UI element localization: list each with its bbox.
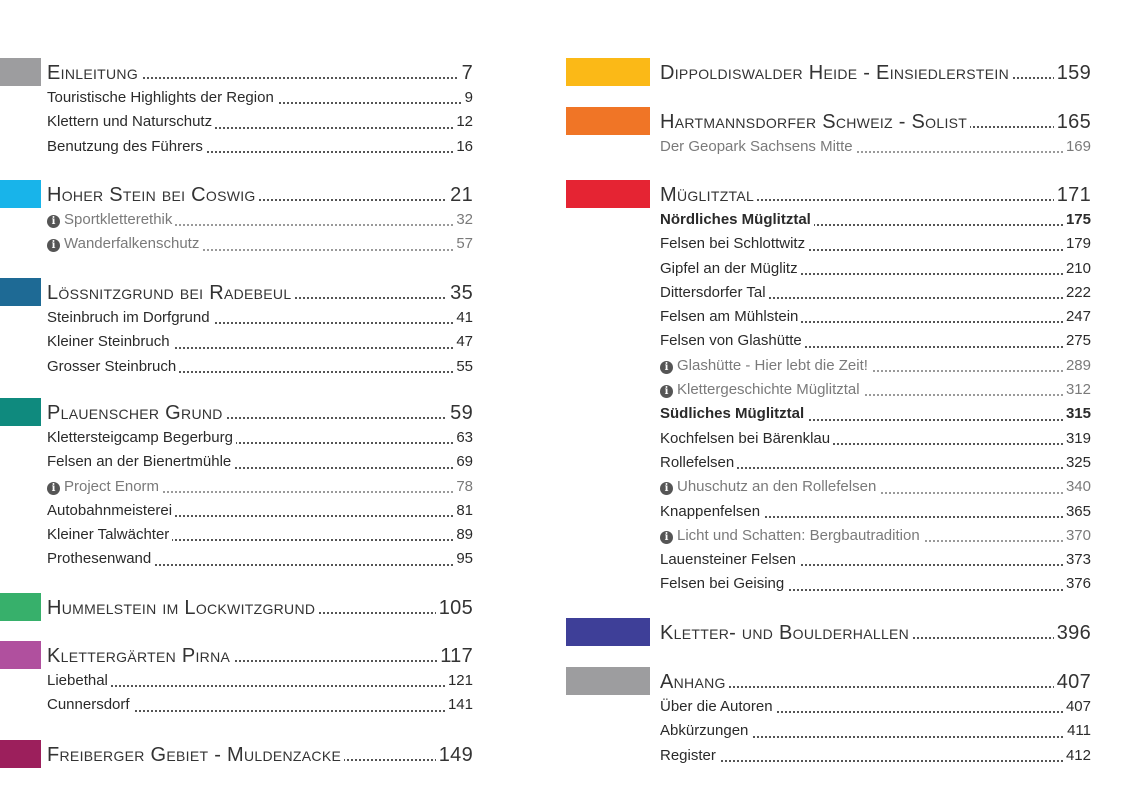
info-icon: i [47, 482, 60, 495]
entry-title [660, 405, 807, 422]
entry-title-text: Lauensteiner Felsen [660, 551, 796, 569]
entry-title [47, 89, 277, 106]
entry-title [47, 184, 259, 206]
chapter-heading-hartmannsdorfer-schweiz-solist[interactable] [660, 107, 1091, 135]
entry-title [660, 381, 863, 398]
entry-title-text: Plauenscher Grund [47, 402, 223, 424]
entry-title-text: Cunnersdorf [47, 696, 130, 714]
toc-entry-prothesenwand[interactable] [47, 547, 473, 571]
toc-entry-wanderfalkenschutz[interactable] [47, 232, 473, 256]
page-number: 9 [462, 86, 473, 110]
page-number: 59 [447, 398, 473, 426]
entry-title-text: Benutzung des Führers [47, 137, 203, 155]
entry-title-text: Steinbruch im Dorfgrund [47, 309, 210, 326]
page-number: 105 [436, 593, 473, 621]
entry-title [660, 111, 970, 133]
entry-title [47, 526, 172, 543]
section-color-swatch [0, 398, 41, 426]
entry-title-text: Knappenfelsen [660, 502, 761, 520]
section-color-swatch [0, 58, 41, 86]
entry-title [660, 430, 833, 447]
page-number: 365 [1063, 500, 1091, 524]
entry-title-text: Autobahnmeisterei [47, 501, 173, 519]
entry-title-text: Abkürzungen [660, 722, 749, 740]
entry-title-text: Klettergeschichte Müglitztal [677, 381, 860, 399]
entry-title [47, 672, 111, 689]
page-number: 81 [453, 499, 473, 523]
entry-title-text: Hartmannsdorfer Schweiz - Solist [660, 111, 968, 133]
page-number: 47 [453, 330, 473, 354]
entry-title-text: Uhuschutz an den Rollefelsen [677, 478, 877, 496]
page-number: 12 [453, 110, 473, 134]
entry-title [47, 550, 154, 567]
entry-title-text: Project Enorm [64, 477, 160, 495]
entry-title [660, 308, 801, 325]
entry-title-text: Liebethal [47, 672, 108, 689]
page-number: 373 [1063, 548, 1091, 572]
entry-title [660, 332, 805, 349]
toc-entry-felsen-am-muhlstein[interactable] [660, 305, 1091, 329]
section-color-swatch [566, 58, 650, 86]
entry-title [47, 453, 234, 470]
entry-title-text: Klettergärten Pirna [47, 645, 231, 667]
page-number: 32 [453, 208, 473, 232]
page-number: 141 [445, 693, 473, 717]
entry-title-text: Anhang [660, 671, 726, 693]
page-number: 7 [459, 58, 473, 86]
entry-title [660, 184, 757, 206]
chapter-heading-dippoldiswalder-heide-einsiedlerstein[interactable] [660, 58, 1091, 86]
entry-title [660, 527, 923, 544]
entry-title-text: Touristische Highlights der Region [47, 89, 274, 106]
toc-entry-autobahnmeisterei[interactable] [47, 499, 473, 523]
entry-title-text: Felsen am Mühlstein [660, 308, 799, 326]
toc-entry-der-geopark-sachsens-mitte[interactable] [660, 135, 1091, 159]
entry-title [47, 402, 226, 424]
chapter-heading-plauenscher-grund[interactable] [47, 398, 473, 426]
entry-title [660, 284, 769, 301]
toc-entry-felsen-von-glashutte[interactable] [660, 329, 1091, 353]
entry-title [660, 551, 799, 568]
page-number: 63 [453, 426, 473, 450]
entry-title [47, 309, 213, 326]
page-number: 407 [1063, 695, 1091, 719]
info-icon: i [660, 361, 673, 374]
toc-entry-register[interactable] [660, 744, 1091, 768]
toc-entry-nordliches-muglitztal[interactable] [660, 208, 1091, 232]
page-number: 275 [1063, 329, 1091, 353]
page-number: 165 [1054, 107, 1091, 135]
toc-entry-felsen-bei-schlottwitz[interactable] [660, 232, 1091, 256]
page-number: 179 [1063, 232, 1091, 256]
page-number: 149 [436, 740, 473, 768]
entry-title [660, 260, 801, 277]
entry-title-text: Klettern und Naturschutz [47, 113, 213, 131]
info-icon: i [47, 215, 60, 228]
chapter-heading-kletter-und-boulderhallen[interactable] [660, 618, 1091, 646]
entry-title [47, 235, 202, 252]
section-color-swatch [0, 180, 41, 208]
entry-title-text: Felsen bei Geising [660, 575, 785, 593]
entry-title-text: Felsen von Glashütte [660, 332, 802, 350]
chapter-heading-hummelstein-im-lockwitzgrund[interactable] [47, 593, 473, 621]
entry-title [47, 282, 294, 304]
entry-title [47, 62, 141, 84]
toc-entry-project-enorm[interactable] [47, 475, 473, 499]
entry-title-text: Klettersteigcamp Begerburg [47, 429, 233, 446]
toc-entry-uhuschutz-an-den-rollefelsen[interactable] [660, 475, 1091, 499]
page-number: 210 [1063, 257, 1091, 281]
entry-title [47, 696, 133, 713]
chapter-heading-freiberger-gebiet-muldenzacke[interactable] [47, 740, 473, 768]
entry-title-text: Hummelstein im Lockwitzgrund [47, 597, 316, 619]
entry-title [660, 503, 763, 520]
entry-title-text: Über die Autoren [660, 698, 773, 715]
entry-title [660, 235, 808, 252]
toc-entry-liebethal[interactable] [47, 669, 473, 693]
section-color-swatch [0, 740, 41, 768]
entry-title-text: Müglitztal [660, 184, 755, 206]
entry-title [47, 333, 173, 350]
chapter-heading-einleitung[interactable] [47, 58, 473, 86]
toc-entry-felsen-bei-geising[interactable] [660, 572, 1091, 596]
entry-title [47, 138, 206, 155]
entry-title-text: Grosser Steinbruch [47, 357, 177, 375]
chapter-heading-anhang[interactable] [660, 667, 1091, 695]
entry-title-text: Dippoldiswalder Heide - Einsiedlerstein [660, 62, 1010, 84]
page-number: 95 [453, 547, 473, 571]
entry-title-text: Einleitung [47, 62, 139, 84]
entry-title-text: Glashütte - Hier lebt die Zeit! [677, 356, 868, 374]
page-number: 411 [1064, 719, 1091, 743]
page-number: 57 [453, 232, 473, 256]
entry-title [47, 478, 162, 495]
page-number: 312 [1063, 378, 1091, 402]
entry-title [47, 502, 175, 519]
page-number: 35 [447, 278, 473, 306]
entry-title [47, 211, 175, 228]
page-number: 69 [453, 450, 473, 474]
toc-entry-sudliches-muglitztal[interactable] [660, 402, 1091, 426]
entry-title-text: Nördliches Müglitztal [660, 211, 811, 228]
toc-entry-uber-die-autoren[interactable] [660, 695, 1091, 719]
entry-title [660, 138, 856, 155]
entry-title-text: Gipfel an der Müglitz [660, 259, 798, 277]
chapter-heading-klettergarten-pirna[interactable] [47, 641, 473, 669]
page-number: 412 [1063, 744, 1091, 768]
entry-title [660, 478, 879, 495]
entry-title [660, 722, 751, 739]
page-number: 247 [1063, 305, 1091, 329]
section-color-swatch [0, 641, 41, 669]
toc-entry-touristische-highlights-der-region[interactable] [47, 86, 473, 110]
page-number: 289 [1063, 354, 1091, 378]
entry-title [47, 597, 318, 619]
entry-title-text: Kleiner Talwächter [47, 526, 170, 544]
toc-entry-klettergeschichte-muglitztal[interactable] [660, 378, 1091, 402]
toc-entry-kleiner-steinbruch[interactable] [47, 330, 473, 354]
entry-title-text: Sportkletterethik [64, 211, 173, 228]
page-number: 315 [1063, 402, 1091, 426]
toc-entry-dittersdorfer-tal[interactable] [660, 281, 1091, 305]
page-number: 121 [445, 669, 473, 693]
toc-entry-gipfel-an-der-muglitz[interactable] [660, 257, 1091, 281]
toc-entry-kleiner-talwachter[interactable] [47, 523, 473, 547]
section-color-swatch [566, 667, 650, 695]
toc-entry-knappenfelsen[interactable] [660, 500, 1091, 524]
toc-entry-grosser-steinbruch[interactable] [47, 355, 473, 379]
toc-entry-glashutte-hier-lebt-die-zeit[interactable] [660, 354, 1091, 378]
page-number: 159 [1054, 58, 1091, 86]
page-number: 370 [1063, 524, 1091, 548]
entry-title-text: Rollefelsen [660, 453, 735, 471]
entry-title [660, 454, 737, 471]
info-icon: i [47, 239, 60, 252]
entry-title [660, 357, 871, 374]
section-color-swatch [0, 593, 41, 621]
entry-title [660, 211, 814, 228]
entry-title [47, 358, 179, 375]
toc-entry-klettern-und-naturschutz[interactable] [47, 110, 473, 134]
page-number: 117 [437, 641, 473, 669]
entry-title-text: Register [660, 746, 716, 764]
page-number: 376 [1063, 572, 1091, 596]
page-number: 171 [1054, 180, 1091, 208]
entry-title-text: Der Geopark Sachsens Mitte [660, 138, 853, 155]
toc-entry-lauensteiner-felsen[interactable] [660, 548, 1091, 572]
chapter-heading-hoher-stein-bei-coswig[interactable] [47, 180, 473, 208]
page-number: 41 [453, 306, 473, 330]
entry-title [47, 113, 215, 130]
entry-title-text: Felsen bei Schlottwitz [660, 235, 806, 253]
info-icon: i [660, 531, 673, 544]
page-number: 407 [1054, 667, 1091, 695]
chapter-heading-lossnitzgrund-bei-radebeul[interactable] [47, 278, 473, 306]
toc-entry-rollefelsen[interactable] [660, 451, 1091, 475]
entry-title-text: Südliches Müglitztal [660, 405, 805, 423]
entry-title [47, 645, 233, 667]
toc-entry-felsen-an-der-bienertmuhle[interactable] [47, 450, 473, 474]
entry-title [660, 671, 729, 693]
page-number: 175 [1063, 208, 1091, 232]
toc-entry-cunnersdorf[interactable] [47, 693, 473, 717]
section-color-swatch [566, 618, 650, 646]
chapter-heading-muglitztal[interactable] [660, 180, 1091, 208]
toc-entry-steinbruch-im-dorfgrund[interactable] [47, 306, 473, 330]
entry-title [47, 429, 236, 446]
page-number: 16 [453, 135, 473, 159]
entry-title [47, 744, 344, 766]
page-number: 89 [453, 523, 473, 547]
entry-title [660, 622, 912, 644]
entry-title-text: Kochfelsen bei Bärenklau [660, 429, 831, 447]
section-color-swatch [566, 180, 650, 208]
page-number: 21 [447, 180, 473, 208]
entry-title-text: Dittersdorfer Tal [660, 283, 766, 301]
toc-entry-klettersteigcamp-begerburg[interactable] [47, 426, 473, 450]
entry-title-text: Hoher Stein bei Coswig [47, 184, 256, 206]
page-number: 396 [1054, 618, 1091, 646]
page-number: 222 [1063, 281, 1091, 305]
entry-title [660, 698, 776, 715]
page-number: 340 [1063, 475, 1091, 499]
entry-title-text: Kleiner Steinbruch [47, 333, 170, 351]
info-icon: i [660, 482, 673, 495]
entry-title-text: Freiberger Gebiet - Muldenzacke [47, 744, 342, 766]
page-number: 78 [453, 475, 473, 499]
toc-entry-kochfelsen-bei-barenklau[interactable] [660, 427, 1091, 451]
page-number: 169 [1063, 135, 1091, 159]
entry-title-text: Prothesenwand [47, 550, 152, 568]
entry-title-text: Lössnitzgrund bei Radebeul [47, 282, 292, 304]
toc-entry-sportkletterethik[interactable] [47, 208, 473, 232]
section-color-swatch [566, 107, 650, 135]
entry-title [660, 747, 719, 764]
entry-title-text: Felsen an der Bienertmühle [47, 453, 232, 471]
info-icon: i [660, 385, 673, 398]
page-number: 325 [1063, 451, 1091, 475]
entry-title-text: Wanderfalkenschutz [64, 235, 200, 253]
toc-entry-benutzung-des-fuhrers[interactable] [47, 135, 473, 159]
entry-title-text: Licht und Schatten: Bergbautradition [677, 526, 920, 544]
entry-title [660, 575, 787, 592]
section-color-swatch [0, 278, 41, 306]
page-number: 319 [1063, 427, 1091, 451]
toc-entry-licht-und-schatten-bergbautradition[interactable] [660, 524, 1091, 548]
toc-entry-abkurzungen[interactable] [660, 719, 1091, 743]
entry-title-text: Kletter- und Boulderhallen [660, 622, 910, 644]
page-number: 55 [453, 355, 473, 379]
entry-title [660, 62, 1012, 84]
